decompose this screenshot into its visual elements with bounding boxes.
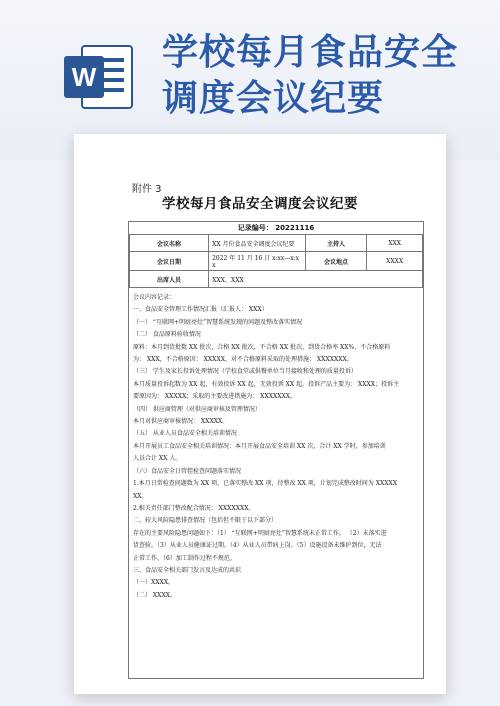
content-line: 三、食品安全相关部门发言及达成的共识 bbox=[133, 566, 242, 574]
banner-title-line1: 学校每月食品安全 bbox=[162, 32, 459, 73]
word-icon-letter: W bbox=[71, 62, 97, 92]
content-line: 要原因为： XXXXX；采取的主要改进措施为： XXXXXXX。 bbox=[133, 393, 297, 401]
meeting-date-value bbox=[209, 252, 306, 271]
meeting-name-label: 会议名称 bbox=[130, 235, 209, 252]
content-line: 正常工作。（6）加工制作过程不规范。 bbox=[133, 554, 236, 562]
content-line: 1.本月日常检查问题数为 XX 项，已落实整改 XX 项，待整改 XX 项，计划完成整改时间为 XXXXX bbox=[133, 480, 398, 488]
content-line: （一） “互联网+明厨亮灶”智慧系统发现的问题及整改落实情况 bbox=[133, 318, 303, 326]
content-line: 二、较大风险隐患排查情况（包括但不限于以下部分） bbox=[133, 517, 278, 525]
meeting-info-table bbox=[129, 234, 423, 288]
content-line: 本月质量投诉起数为 XX 起，有效投诉 XX 起，无效投诉 XX 起。投诉产品主要为： XXXX；投诉主 bbox=[133, 380, 400, 388]
minutes-frame bbox=[128, 221, 424, 679]
content-line: 原料：本月到货批数 XX 批次，合格 XX 批次，不合格 XX 批次，到货合格率 XX%，不合格原料 bbox=[133, 343, 391, 351]
content-line: （四） 供应商管理（对供应商审核及管理情况） bbox=[133, 405, 261, 413]
attendees-label: 出席人员 bbox=[130, 271, 209, 288]
banner-title bbox=[162, 30, 492, 122]
document-page bbox=[74, 134, 446, 694]
content-line: 人员合计 XX 人。 bbox=[133, 455, 182, 463]
location-label: 会议地点 bbox=[305, 252, 367, 271]
minutes-content bbox=[133, 292, 421, 602]
content-line: （六）食品安全日管控检查问题落实情况 bbox=[133, 467, 242, 475]
content-line: （二） 食品原料验收情况 bbox=[133, 331, 201, 339]
record-number-label: 记录编号： bbox=[237, 224, 273, 232]
table-row bbox=[130, 271, 423, 288]
content-line: 为： XXX，不合格原因： XXXXX，对不合格原料采取的处理措施： XXXXXXX。 bbox=[133, 356, 353, 364]
host-value: XXX bbox=[367, 235, 423, 252]
content-line: （一）XXXX。 bbox=[133, 579, 175, 587]
record-number bbox=[129, 222, 423, 234]
content-line: （三） 学生及家长投诉处理情况（学校食堂或供餐单位当月接收和处理的质量投诉） bbox=[133, 368, 357, 376]
content-line: 货查验。（3）从业人员健康证过期。（4）从业人员带病上岗。（5）设施设备未维护到位，无法 bbox=[133, 542, 382, 550]
content-line: 一、食品安全管理工作情况汇报（汇报人： XXX） bbox=[133, 306, 268, 314]
content-line: 2.相关责任部门整改配合情况： XXXXXXX。 bbox=[133, 504, 255, 512]
content-line: （五） 从业人员食品安全相关培训情况 bbox=[133, 430, 237, 438]
banner-title-line2: 调度会议纪要 bbox=[162, 78, 385, 119]
content-line: 本月开展员工食品安全相关培训情况：本月开展食品安全培训 XX 次，合计 XX 学时，参加培训 bbox=[133, 442, 386, 450]
record-number-value: 20221116 bbox=[275, 224, 315, 232]
meeting-date-line2: x bbox=[212, 262, 216, 269]
table-row bbox=[130, 235, 423, 252]
document-title: 学校每月食品安全调度会议纪要 bbox=[162, 196, 358, 212]
meeting-date-label: 会议日期 bbox=[130, 252, 209, 271]
meeting-name-value: XX 月份食品安全调度会议纪要 bbox=[209, 235, 306, 252]
content-line: XX。 bbox=[133, 492, 148, 500]
content-line: （二） XXXX。 bbox=[133, 591, 176, 599]
word-document-icon bbox=[62, 40, 136, 114]
content-line: 存在的主要风险隐患问题如下：（1） “互联网+明厨亮灶”智慧系统未正常工作。 （2）未落实进 bbox=[133, 529, 387, 537]
annex-label: 附件 3 bbox=[132, 184, 162, 195]
table-row bbox=[130, 252, 423, 271]
content-line: 会议内容记录： bbox=[133, 294, 176, 301]
attendees-value: XXX、XXX bbox=[209, 271, 423, 288]
content-line: 本月对供应商审核情况： XXXXX。 bbox=[133, 418, 229, 426]
location-value: XXXX bbox=[367, 252, 423, 271]
host-label: 主持人 bbox=[305, 235, 367, 252]
meeting-date-line1: 2022 年 11 月 16 日 x:xx—x:x bbox=[212, 255, 300, 262]
